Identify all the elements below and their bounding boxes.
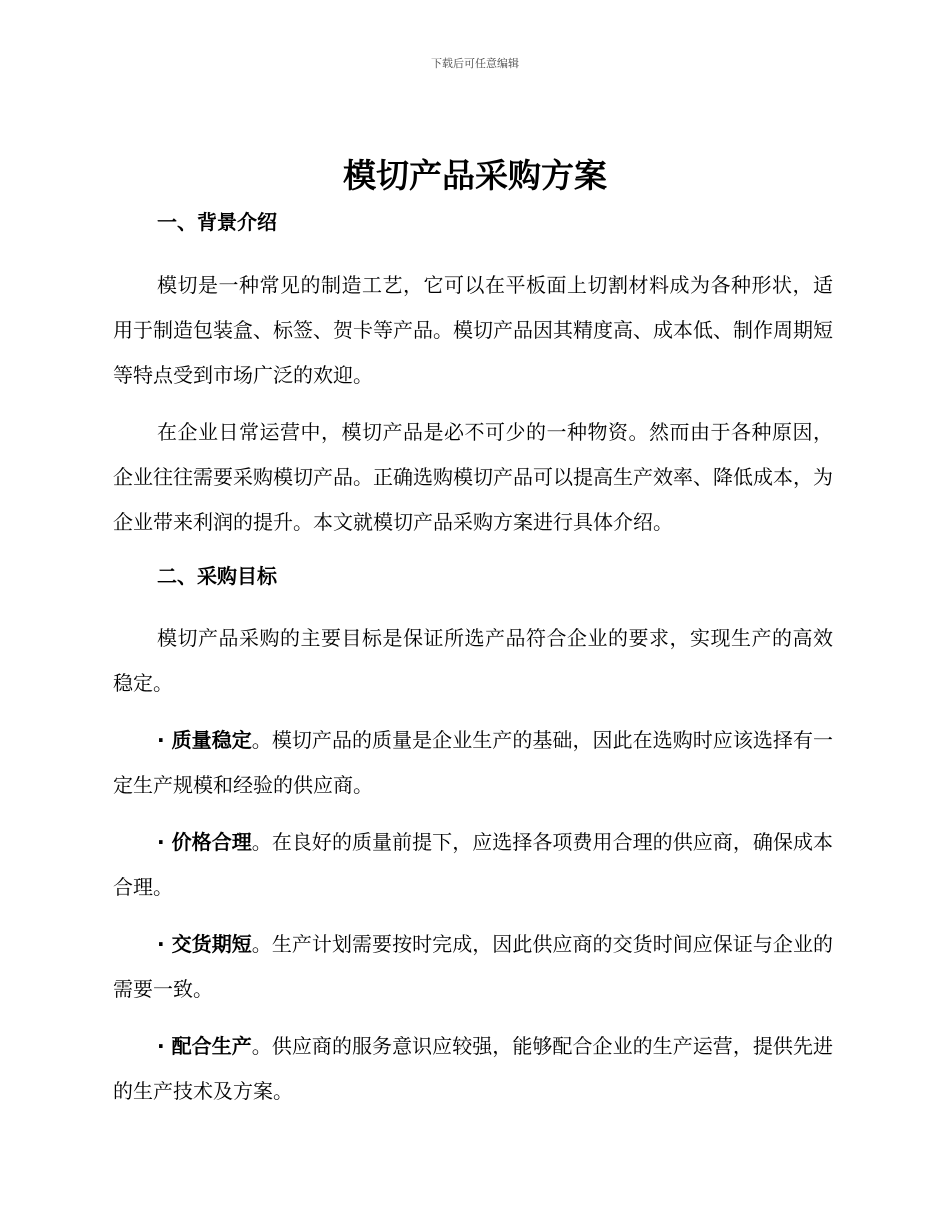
bullet-text: 。供应商的服务意识应较强，能够配合企业的生产运营，提供先进的生产技术及方案。 — [113, 1034, 834, 1103]
bullet-text: 。生产计划需要按时完成，因此供应商的交货时间应保证与企业的需要一致。 — [113, 932, 834, 1001]
bullet-lead: · 价格合理 — [157, 830, 252, 854]
section-heading-background: 一、背景介绍 — [157, 210, 277, 234]
document-body — [113, 204, 833, 1114]
bullet-text: 。在良好的质量前提下，应选择各项费用合理的供应商，确保成本合理。 — [113, 830, 834, 899]
bullet-lead: · 质量稳定 — [157, 728, 252, 752]
paragraph: 在企业日常运营中，模切产品是必不可少的一种物资。然而由于各种原因，企业往往需要采购模切产品。正确选购模切产品可以提高生产效率、降低成本，为企业带来利润的提升。本文就模切产品采购方案进行具体介绍。 — [113, 420, 833, 534]
bullet-item-price — [113, 820, 833, 910]
document-title: 模切产品采购方案 — [343, 156, 607, 195]
bullet-item-delivery — [113, 922, 833, 1012]
paragraph: 模切产品采购的主要目标是保证所选产品符合企业的要求，实现生产的高效稳定。 — [113, 626, 833, 695]
header-note: 下载后可任意编辑 — [431, 57, 519, 70]
section-heading-goals: 二、采购目标 — [157, 564, 277, 588]
bullet-item-quality — [113, 718, 833, 808]
bullet-text: 。模切产品的质量是企业生产的基础，因此在选购时应该选择有一定生产规模和经验的供应商。 — [113, 728, 834, 797]
bullet-lead: · 配合生产 — [157, 1034, 252, 1058]
bullet-item-cooperation — [113, 1024, 833, 1114]
bullet-lead: · 交货期短 — [157, 932, 252, 956]
paragraph: 模切是一种常见的制造工艺，它可以在平板面上切割材料成为各种形状，适用于制造包装盒、标签、贺卡等产品。模切产品因其精度高、成本低、制作周期短等特点受到市场广泛的欢迎。 — [113, 273, 833, 387]
